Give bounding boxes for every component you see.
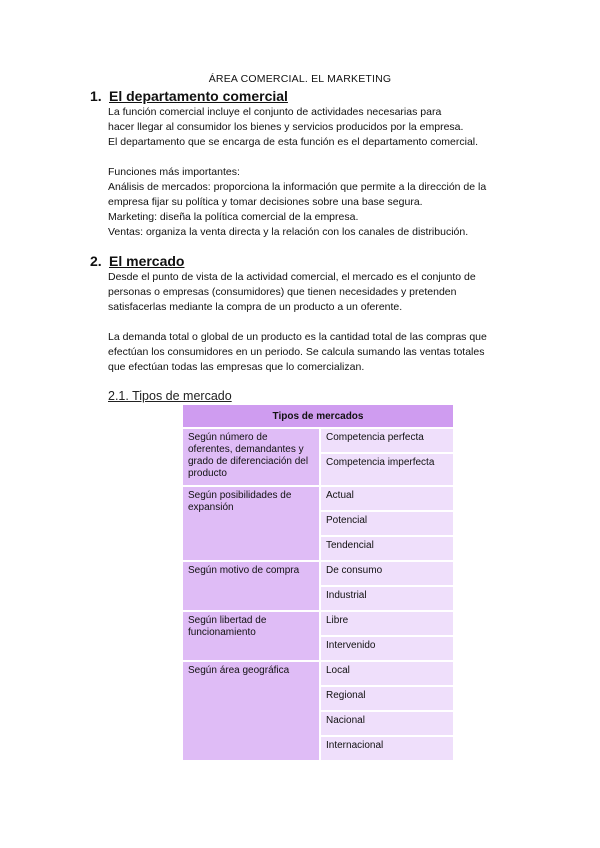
text-line: El departamento que se encarga de esta función es el departamento comercial.	[108, 136, 479, 148]
page-title: ÁREA COMERCIAL. EL MARKETING	[208, 73, 392, 85]
option-cell: Industrial	[321, 585, 453, 610]
option-cell: Libre	[321, 610, 453, 635]
section-body	[108, 270, 530, 375]
subsection-title: 2.1. Tipos de mercado	[108, 389, 232, 403]
text-line: satisfacerlas mediante la compra de un producto a un oferente.	[108, 301, 403, 313]
section-title: El mercado	[109, 253, 185, 269]
option-cell: Nacional	[321, 710, 453, 735]
text-line: Desde el punto de vista de la actividad comercial, el mercado es el conjunto de	[108, 271, 476, 283]
table-row	[183, 485, 453, 510]
text-line: personas o empresas (consumidores) que tienen necesidades y pretenden	[108, 286, 457, 298]
option-cell: Tendencial	[321, 535, 453, 560]
option-cell: Local	[321, 660, 453, 685]
section-heading	[90, 88, 530, 105]
text-line: hacer llegar al consumidor los bienes y servicios producidos por la empresa.	[108, 121, 464, 133]
text-line: Funciones más importantes:	[108, 166, 240, 178]
option-cell: Intervenido	[321, 635, 453, 660]
section-number: 2.	[90, 253, 102, 269]
text-line: Ventas: organiza la venta directa y la relación con los canales de distribución.	[108, 226, 469, 238]
text-line: La demanda total o global de un producto es la cantidad total de las compras que	[108, 331, 487, 343]
option-cell: Potencial	[321, 510, 453, 535]
option-cell: Internacional	[321, 735, 453, 760]
category-cell: Según número de oferentes, demandantes y grado de diferenciación del producto	[183, 427, 321, 485]
section-heading	[90, 253, 530, 270]
table-row	[183, 560, 453, 585]
section-mercado	[90, 253, 530, 375]
section-title: El departamento comercial	[109, 88, 288, 104]
option-cell: De consumo	[321, 560, 453, 585]
table-row	[183, 610, 453, 635]
text-line: La función comercial incluye el conjunto de actividades necesarias para	[108, 106, 442, 118]
option-cell: Regional	[321, 685, 453, 710]
table-header: Tipos de mercados	[183, 405, 453, 427]
market-types-table	[183, 405, 453, 760]
table-row	[183, 427, 453, 452]
text-line: Análisis de mercados: proporciona la información que permite a la dirección de la	[108, 181, 487, 193]
text-line: empresa fijar su política y tomar decisiones sobre una base segura.	[108, 196, 423, 208]
section-departamento-comercial	[90, 88, 530, 240]
category-cell: Según área geográfica	[183, 660, 321, 760]
text-line: que efectúan todas las empresas que lo comercializan.	[108, 361, 365, 373]
option-cell: Competencia perfecta	[321, 427, 453, 452]
text-line: efectúan los consumidores en un periodo. Se calcula sumando las ventas totales	[108, 346, 485, 358]
category-cell: Según posibilidades de expansión	[183, 485, 321, 560]
section-number: 1.	[90, 88, 102, 104]
option-cell: Competencia imperfecta	[321, 452, 453, 485]
table-row	[183, 660, 453, 685]
option-cell: Actual	[321, 485, 453, 510]
text-line: Marketing: diseña la política comercial de la empresa.	[108, 211, 359, 223]
section-body	[108, 105, 530, 240]
category-cell: Según motivo de compra	[183, 560, 321, 610]
category-cell: Según libertad de funcionamiento	[183, 610, 321, 660]
